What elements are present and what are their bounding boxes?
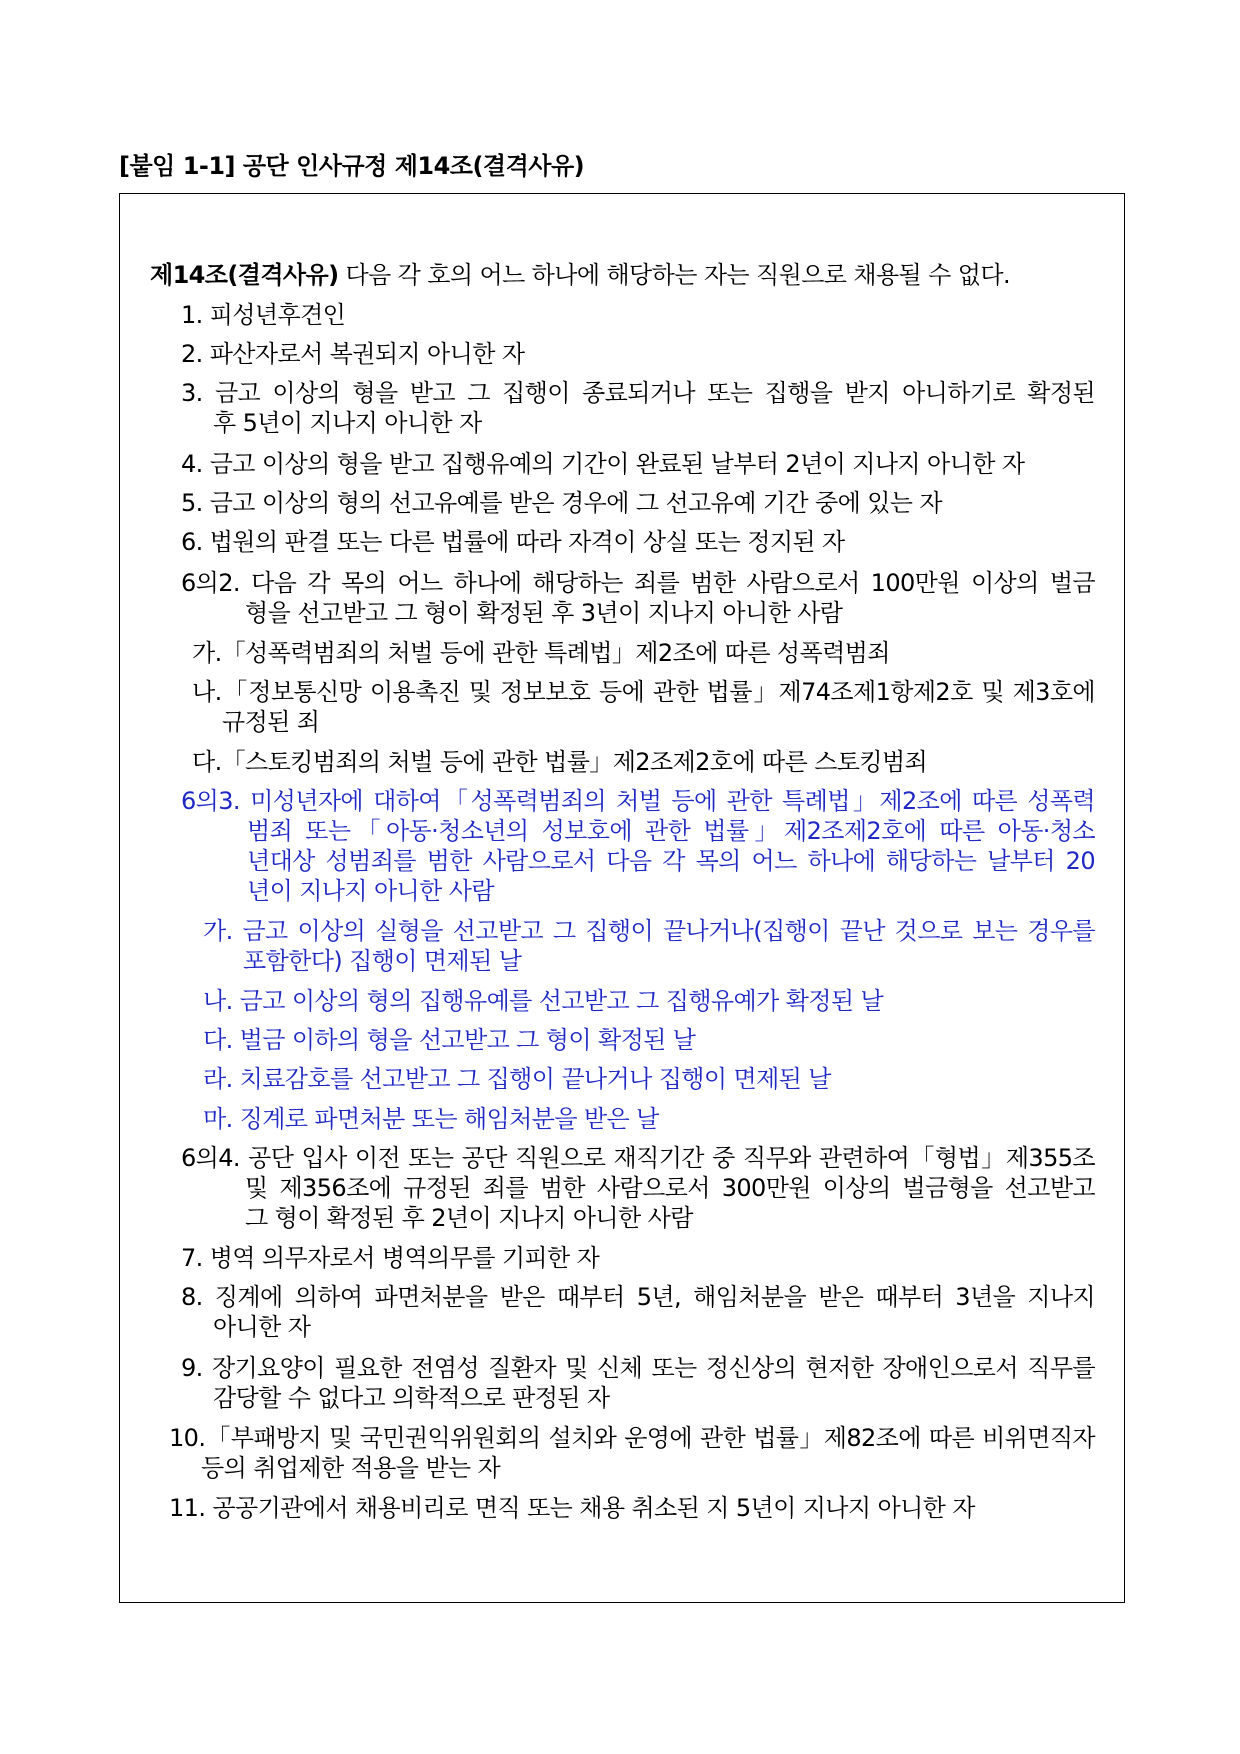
item-6-2-da: 다.「스토킹범죄의 처벌 등에 관한 법률」제2조제2호에 따른 스토킹범죄 [192,748,928,776]
item-6-3: 6의3. 미성년자에 대하여「성폭력범죄의 처벌 등에 관한 특례법」제2조에 따른 성폭력 [181,787,1095,815]
item-9: 9. 장기요양이 필요한 전염성 질환자 및 신체 또는 정신상의 현저한 장애인으로서 직무를 [181,1354,1095,1382]
item-6-2: 6의2. 다음 각 목의 어느 하나에 해당하는 죄를 범한 사람으로서 100만원 이상의 벌금 [181,569,1095,597]
item-8: 8. 징계에 의하여 파면처분을 받은 때부터 5년, 해임처분을 받은 때부터 3년을 지나지 [181,1283,1095,1311]
item-6-2-ga: 가.「성폭력범죄의 처벌 등에 관한 특례법」제2조에 따른 성폭력범죄 [192,639,890,667]
item-7: 7. 병역 의무자로서 병역의무를 기피한 자 [181,1244,600,1272]
item-6-3-da: 다. 벌금 이하의 형을 선고받고 그 형이 확정된 날 [203,1026,696,1054]
article-heading: 제14조(결격사유) [150,261,339,289]
item-6-3-cont-2: 년대상 성범죄를 범한 사람으로서 다음 각 목의 어느 하나에 해당하는 날부터 20 [247,847,1095,875]
item-10-cont: 등의 취업제한 적용을 받는 자 [201,1454,501,1482]
item-6-3-ma: 마. 징계로 파면처분 또는 해임처분을 받은 날 [203,1105,659,1133]
item-3-cont: 후 5년이 지나지 아니한 자 [213,409,482,437]
item-6-3-ga: 가. 금고 이상의 실형을 선고받고 그 집행이 끝나거나(집행이 끝난 것으로 보는 경우를 [203,917,1095,945]
item-6-3-ga-cont: 포함한다) 집행이 면제된 날 [243,947,522,975]
item-6-3-cont-1: 범죄 또는「아동·청소년의 성보호에 관한 법률」제2조제2호에 따른 아동·청소 [247,817,1095,845]
item-8-cont: 아니한 자 [213,1313,311,1341]
page-title: [붙임 1-1] 공단 인사규정 제14조(결격사유) [119,152,585,180]
item-6-2-na: 나.「정보통신망 이용촉진 및 정보보호 등에 관한 법률」제74조제1항제2호 및 제3호에 [192,678,1095,706]
item-6-4-cont-1: 및 제356조에 규정된 죄를 범한 사람으로서 300만원 이상의 벌금형을 선고받고 [245,1174,1095,1202]
item-6-3-na: 나. 금고 이상의 형의 집행유예를 선고받고 그 집행유예가 확정된 날 [203,987,884,1015]
item-6-3-ra: 라. 치료감호를 선고받고 그 집행이 끝나거나 집행이 면제된 날 [203,1065,831,1093]
article-intro: 다음 각 호의 어느 하나에 해당하는 자는 직원으로 채용될 수 없다. [338,261,1010,289]
item-6-2-na-cont: 규정된 죄 [222,708,320,736]
item-5: 5. 금고 이상의 형의 선고유예를 받은 경우에 그 선고유예 기간 중에 있는 자 [181,489,942,517]
item-4: 4. 금고 이상의 형을 받고 집행유예의 기간이 완료된 날부터 2년이 지나지 아니한 자 [181,450,1025,478]
item-11: 11. 공공기관에서 채용비리로 면직 또는 채용 취소된 지 5년이 지나지 아니한 자 [169,1494,975,1522]
item-2: 2. 파산자로서 복권되지 아니한 자 [181,340,525,368]
item-9-cont: 감당할 수 없다고 의학적으로 판정된 자 [213,1384,610,1412]
item-10: 10.「부패방지 및 국민권익위원회의 설치와 운영에 관한 법률」제82조에 따른 비위면직자 [169,1424,1095,1452]
item-6-3-cont-3: 년이 지나지 아니한 사람 [247,877,494,905]
item-6: 6. 법원의 판결 또는 다른 법률에 따라 자격이 상실 또는 정지된 자 [181,528,845,556]
item-6-2-cont: 형을 선고받고 그 형이 확정된 후 3년이 지나지 아니한 사람 [245,599,843,627]
item-6-4-cont-2: 그 형이 확정된 후 2년이 지나지 아니한 사람 [245,1204,693,1232]
item-6-4: 6의4. 공단 입사 이전 또는 공단 직원으로 재직기간 중 직무와 관련하여「형법」제355조 [181,1144,1095,1172]
item-1: 1. 피성년후견인 [181,301,346,329]
item-3: 3. 금고 이상의 형을 받고 그 집행이 종료되거나 또는 집행을 받지 아니하기로 확정된 [181,379,1095,407]
article-first-line [150,260,1010,290]
